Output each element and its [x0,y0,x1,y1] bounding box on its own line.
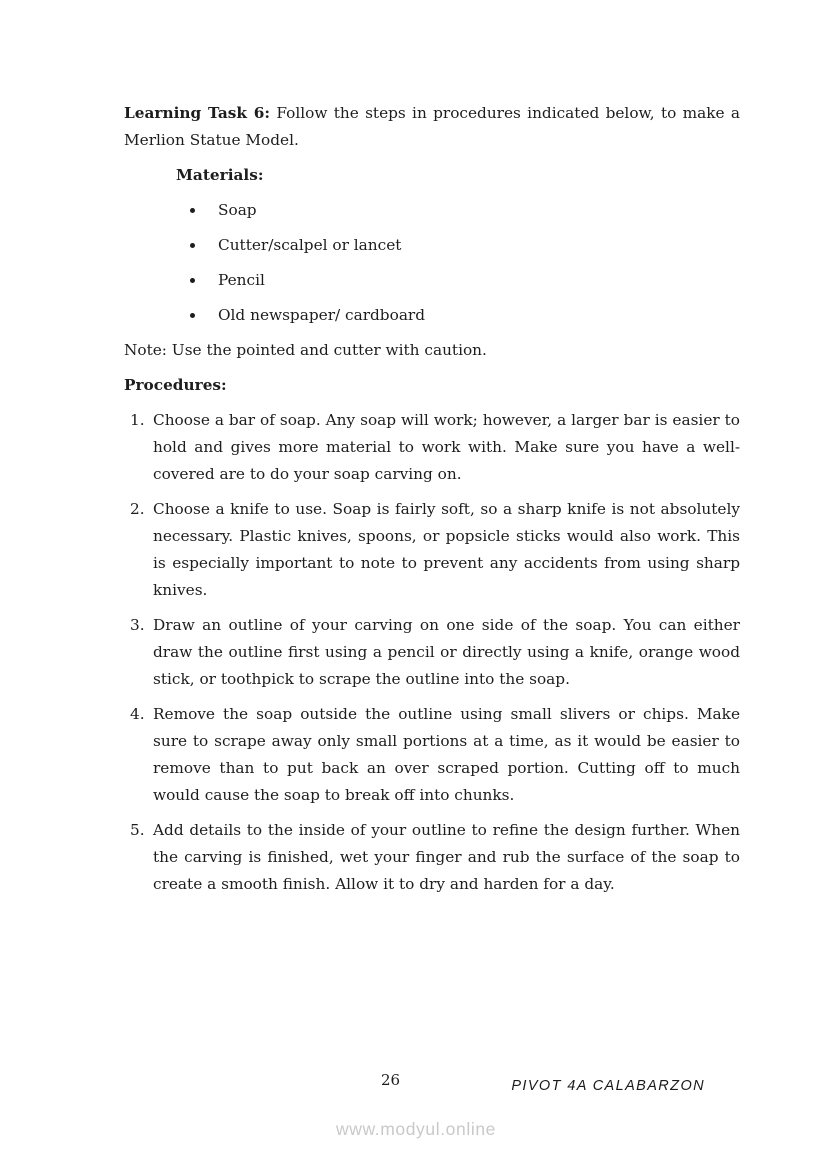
learning-task-label: Learning Task 6: [124,104,271,122]
list-item [124,817,740,898]
list-item [124,197,740,224]
list-item [124,701,740,809]
note-text: Note: Use the pointed and cutter with caution. [124,341,487,359]
material-label: Pencil [218,271,265,289]
material-label: Soap [218,201,257,219]
procedures-heading: Procedures: [124,376,227,394]
watermark-text: www.modyul.online [336,1119,496,1139]
list-item [124,407,740,488]
page-number: 26 [381,1071,401,1089]
bullet-icon [190,243,195,248]
list-number: 5. [130,821,145,839]
list-item [124,232,740,259]
procedures-list [124,407,740,898]
bullet-icon [190,208,195,213]
learning-task-intro: Follow the steps in procedures indicated below, to make a Merlion Statue Model. [124,104,740,149]
procedure-text: Remove the soap outside the outline using small slivers or chips. Make sure to scrape away only small portions at a time, as it would be easier to remove than to put back an over scraped portion. Cutting off to much would cause the soap to break off into chunks. [153,705,740,804]
procedure-text: Add details to the inside of your outline to refine the design further. When the carving is finished, wet your finger and rub the surface of the soap to create a smooth finish. Allow it to dry and harden for a day. [153,821,740,893]
materials-heading: Materials: [176,166,264,184]
footer-brand: PIVOT 4A CALABARZON [511,1078,705,1094]
list-number: 2. [130,500,145,518]
list-number: 1. [130,411,145,429]
list-item [124,302,740,329]
materials-list [124,197,740,329]
page-content [124,100,740,906]
procedure-text: Choose a knife to use. Soap is fairly soft, so a sharp knife is not absolutely necessary. Plastic knives, spoons, or popsicle sticks would also work. This is especially important to note to prevent any accidents from using sharp knives. [153,500,740,599]
material-label: Cutter/scalpel or lancet [218,236,402,254]
bullet-icon [190,278,195,283]
list-item [124,612,740,693]
bullet-icon [190,313,195,318]
learning-task-paragraph [124,100,740,154]
procedure-text: Draw an outline of your carving on one side of the soap. You can either draw the outline first using a pencil or directly using a knife, orange wood stick, or toothpick to scrape the outline into the soap. [153,616,740,688]
material-label: Old newspaper/ cardboard [218,306,426,324]
procedure-text: Choose a bar of soap. Any soap will work; however, a larger bar is easier to hold and gives more material to work with. Make sure you have a well-covered are to do your soap carving on. [153,411,740,483]
list-item [124,496,740,604]
list-number: 4. [130,705,145,723]
list-item [124,267,740,294]
list-number: 3. [130,616,145,634]
